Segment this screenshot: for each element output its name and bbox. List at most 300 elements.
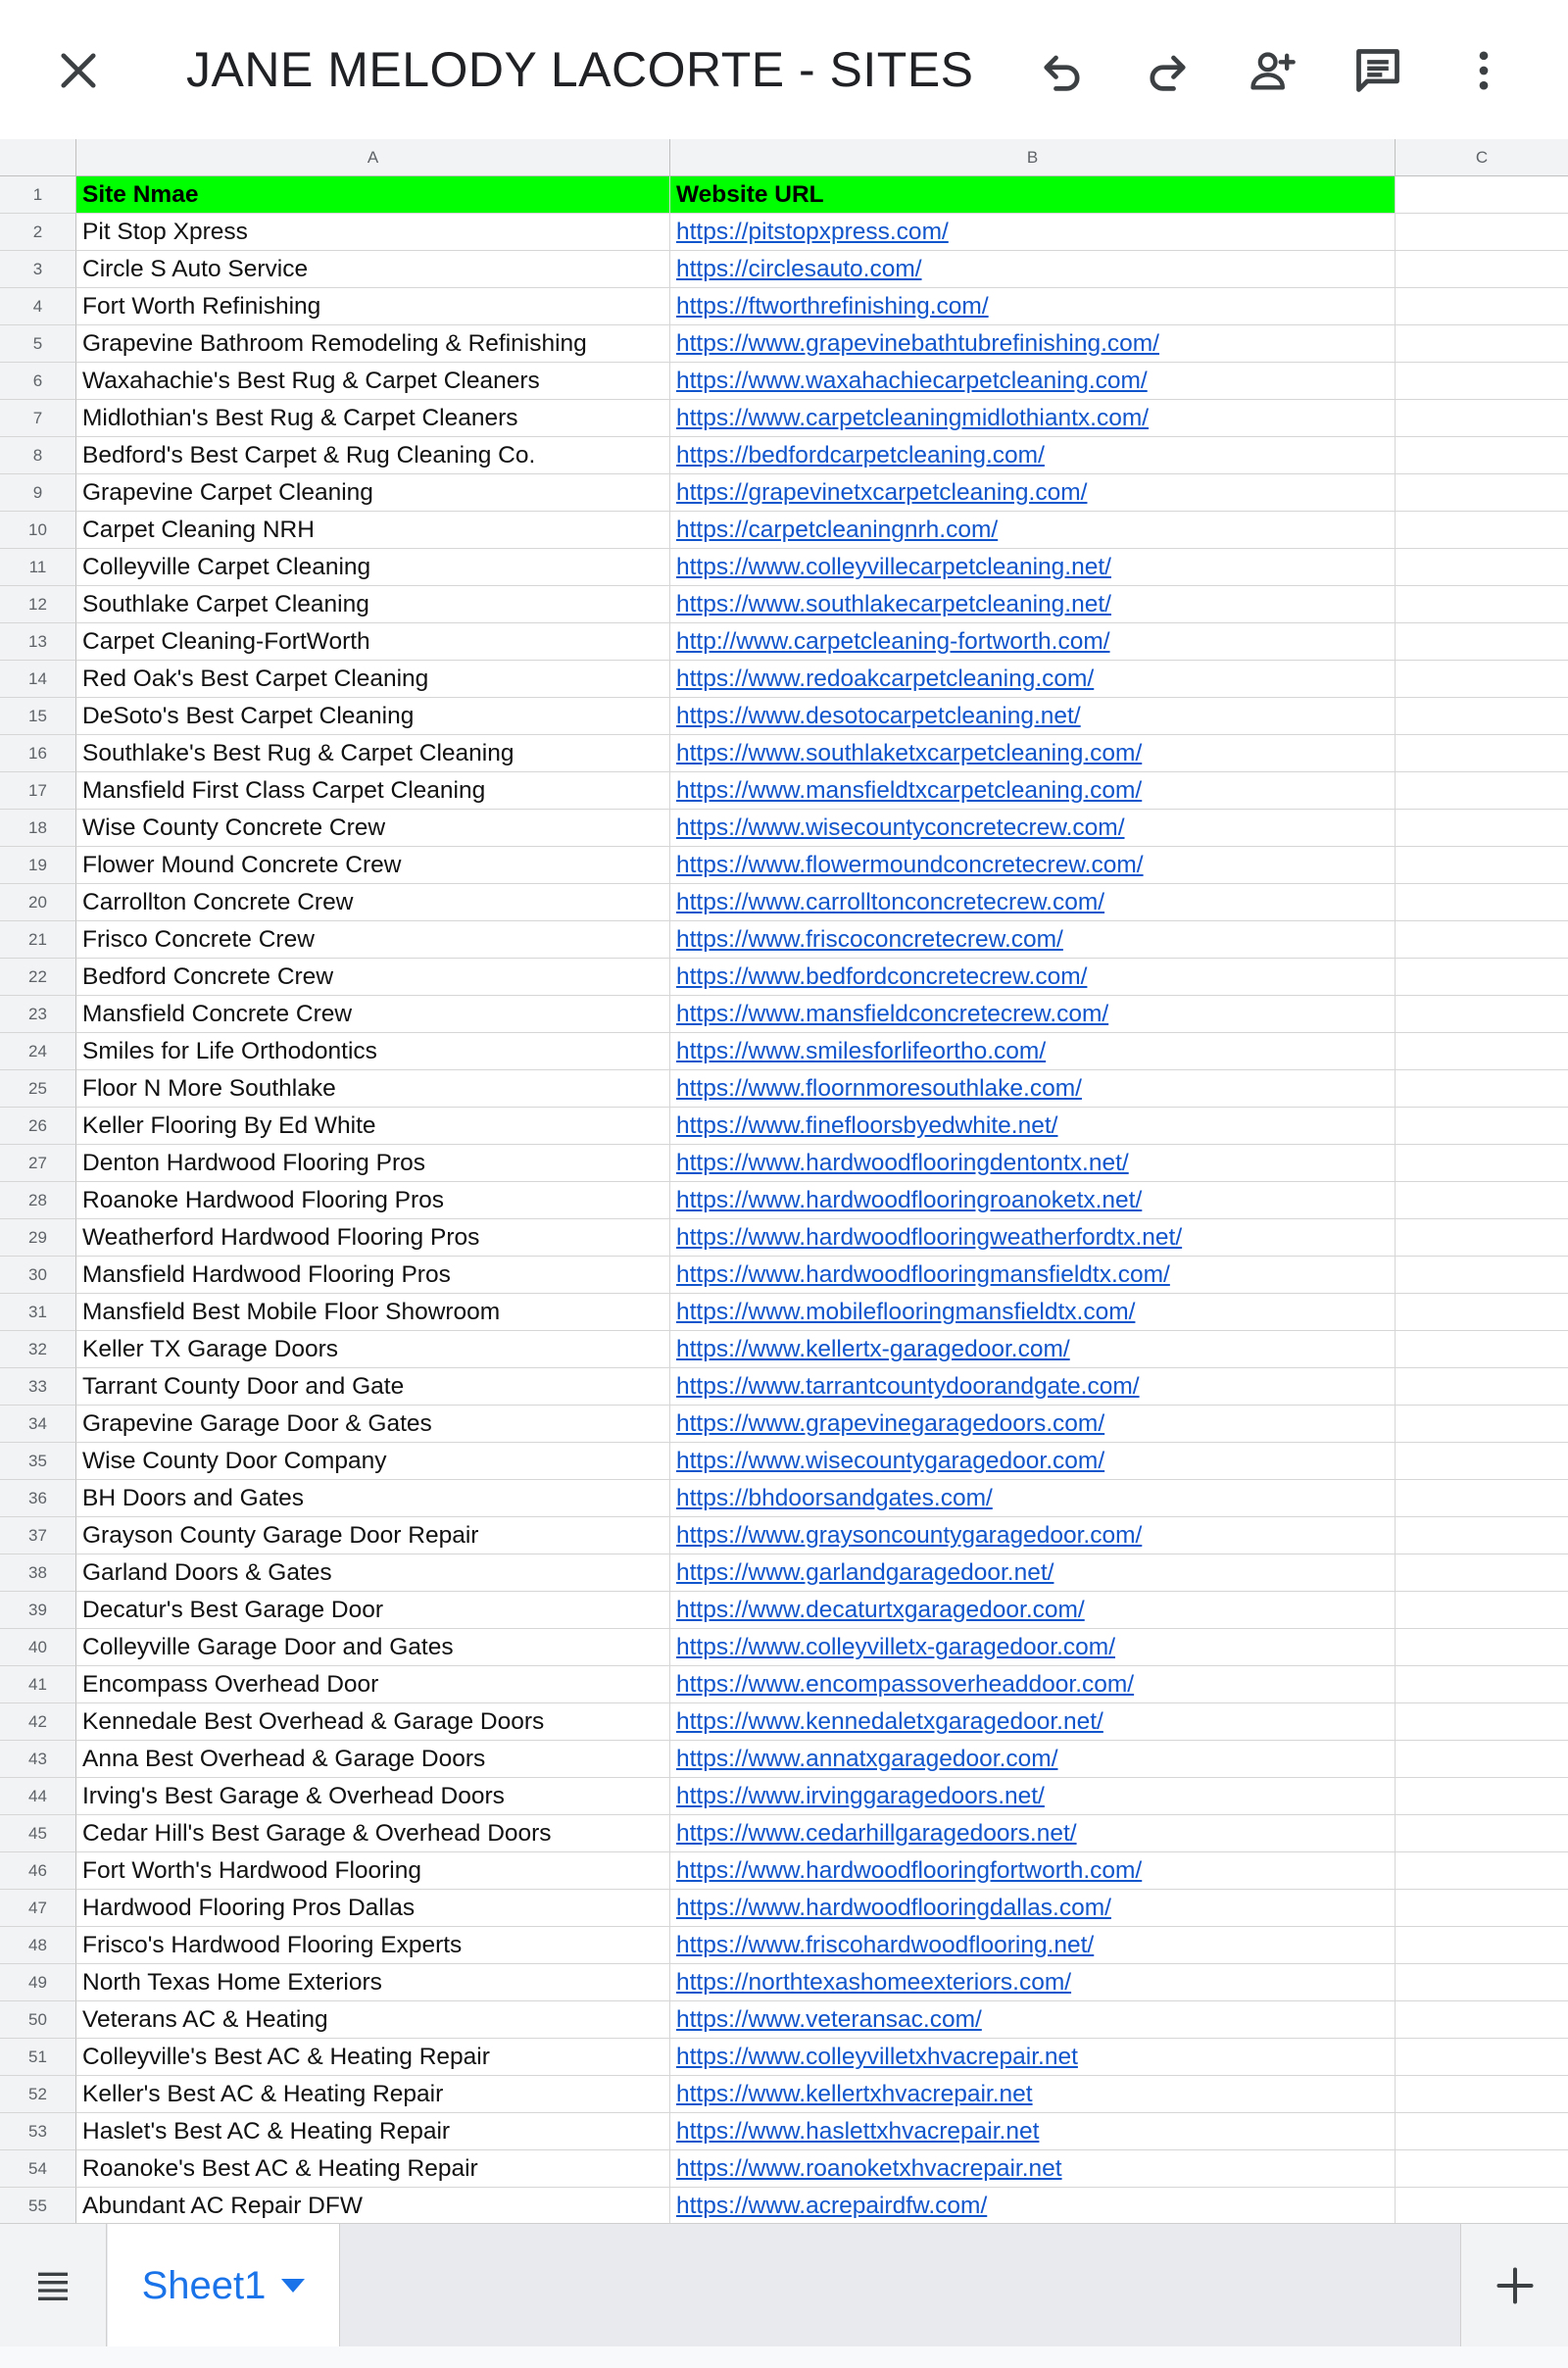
cell-empty[interactable] [1396, 586, 1568, 623]
row-number[interactable]: 9 [0, 474, 76, 512]
cell-website-url[interactable] [670, 847, 1396, 884]
row-number[interactable]: 21 [0, 921, 76, 959]
cell-site-name[interactable]: DeSoto's Best Carpet Cleaning [76, 698, 670, 735]
website-link[interactable]: https://bhdoorsandgates.com/ [676, 1485, 993, 1511]
row-number[interactable]: 28 [0, 1182, 76, 1219]
cell-empty[interactable] [1396, 2113, 1568, 2150]
row-number[interactable]: 2 [0, 214, 76, 251]
website-link[interactable]: https://www.kellertxhvacrepair.net [676, 2081, 1033, 2107]
website-link[interactable]: https://www.tarrantcountydoorandgate.com/ [676, 1373, 1140, 1400]
website-link[interactable]: https://www.irvinggaragedoors.net/ [676, 1783, 1045, 1809]
cell-site-name[interactable]: Abundant AC Repair DFW [76, 2188, 670, 2225]
website-link[interactable]: http://www.carpetcleaning-fortworth.com/ [676, 628, 1110, 655]
website-link[interactable]: https://www.floornmoresouthlake.com/ [676, 1075, 1082, 1102]
table-row [0, 1554, 1568, 1592]
cell-empty[interactable] [1396, 1592, 1568, 1629]
website-link[interactable]: https://www.waxahachiecarpetcleaning.com/ [676, 368, 1148, 394]
cell-site-name[interactable]: Hardwood Flooring Pros Dallas [76, 1890, 670, 1927]
cell-empty[interactable] [1396, 363, 1568, 400]
row-number[interactable]: 20 [0, 884, 76, 921]
cell-site-name[interactable]: Circle S Auto Service [76, 251, 670, 288]
cell-website-url[interactable] [670, 1592, 1396, 1629]
table-row [0, 214, 1568, 251]
website-link[interactable]: https://www.mansfieldconcretecrew.com/ [676, 1001, 1109, 1027]
cell-site-name[interactable]: Colleyville Garage Door and Gates [76, 1629, 670, 1666]
cell-website-url[interactable] [670, 512, 1396, 549]
website-link[interactable]: https://www.wisecountygaragedoor.com/ [676, 1448, 1105, 1474]
website-link[interactable]: https://www.finefloorsbyedwhite.net/ [676, 1112, 1058, 1139]
cell-site-name[interactable]: Irving's Best Garage & Overhead Doors [76, 1778, 670, 1815]
row-number[interactable]: 8 [0, 437, 76, 474]
website-link[interactable]: https://www.encompassoverheaddoor.com/ [676, 1671, 1135, 1698]
cell-empty[interactable] [1396, 1368, 1568, 1406]
cell-site-name[interactable]: Grapevine Garage Door & Gates [76, 1406, 670, 1443]
row-number[interactable]: 53 [0, 2113, 76, 2150]
cell-site-name[interactable]: Colleyville's Best AC & Heating Repair [76, 2039, 670, 2076]
redo-button[interactable] [1132, 35, 1202, 106]
row-number[interactable]: 47 [0, 1890, 76, 1927]
cell-empty[interactable] [1396, 661, 1568, 698]
cell-empty[interactable] [1396, 2150, 1568, 2188]
cell-site-name[interactable]: Keller's Best AC & Heating Repair [76, 2076, 670, 2113]
row-number[interactable]: 40 [0, 1629, 76, 1666]
cell-empty[interactable] [1396, 1852, 1568, 1890]
cell-empty[interactable] [1396, 1033, 1568, 1070]
website-link[interactable]: https://www.haslettxhvacrepair.net [676, 2118, 1040, 2145]
row-number[interactable]: 37 [0, 1517, 76, 1554]
cell-website-url[interactable] [670, 1741, 1396, 1778]
cell-empty[interactable] [1396, 2188, 1568, 2225]
cell-site-name[interactable]: Wise County Concrete Crew [76, 810, 670, 847]
row-number[interactable]: 3 [0, 251, 76, 288]
row-number[interactable]: 6 [0, 363, 76, 400]
cell-empty[interactable] [1396, 1927, 1568, 1964]
cell-website-url[interactable] [670, 1331, 1396, 1368]
row-number[interactable]: 22 [0, 959, 76, 996]
website-link[interactable]: https://www.hardwoodflooringmansfieldtx.com/ [676, 1261, 1170, 1288]
row-number[interactable]: 5 [0, 325, 76, 363]
row-number[interactable]: 31 [0, 1294, 76, 1331]
website-link[interactable]: https://www.mobileflooringmansfieldtx.com/ [676, 1299, 1136, 1325]
cell-site-name[interactable]: North Texas Home Exteriors [76, 1964, 670, 2001]
table-row [0, 2076, 1568, 2113]
row-number[interactable]: 19 [0, 847, 76, 884]
cell-empty[interactable] [1396, 1480, 1568, 1517]
cell-website-url[interactable] [670, 623, 1396, 661]
cell-empty[interactable] [1396, 921, 1568, 959]
cell-website-url[interactable] [670, 1070, 1396, 1108]
website-link[interactable]: https://www.mansfieldtxcarpetcleaning.com/ [676, 777, 1143, 804]
cell-empty[interactable] [1396, 1517, 1568, 1554]
cell-site-name-header[interactable]: Site Nmae [76, 176, 670, 214]
cell-site-name[interactable]: Wise County Door Company [76, 1443, 670, 1480]
dropdown-caret-icon[interactable] [281, 2279, 305, 2293]
cell-site-name[interactable]: Midlothian's Best Rug & Carpet Cleaners [76, 400, 670, 437]
cell-site-name[interactable]: Mansfield Best Mobile Floor Showroom [76, 1294, 670, 1331]
website-link[interactable]: https://www.hardwoodflooringweatherfordtx.net/ [676, 1224, 1183, 1251]
row-number[interactable]: 43 [0, 1741, 76, 1778]
redo-icon [1142, 45, 1193, 96]
website-link[interactable]: https://www.grapevinebathtubrefinishing.com/ [676, 330, 1159, 357]
cell-site-name[interactable]: Anna Best Overhead & Garage Doors [76, 1741, 670, 1778]
cell-website-url[interactable] [670, 1815, 1396, 1852]
website-link[interactable]: https://grapevinetxcarpetcleaning.com/ [676, 479, 1088, 506]
cell-website-url[interactable] [670, 661, 1396, 698]
cell-website-url[interactable] [670, 1890, 1396, 1927]
cell-empty[interactable] [1396, 1108, 1568, 1145]
table-row [0, 698, 1568, 735]
cell-empty[interactable] [1396, 1219, 1568, 1257]
cell-site-name[interactable]: Decatur's Best Garage Door [76, 1592, 670, 1629]
cell-website-url[interactable] [670, 1294, 1396, 1331]
sheet-tab-sheet1[interactable] [108, 2224, 340, 2347]
cell-empty[interactable] [1396, 1443, 1568, 1480]
cell-empty[interactable] [1396, 1741, 1568, 1778]
cell-empty[interactable] [1396, 810, 1568, 847]
cell-site-name[interactable]: Denton Hardwood Flooring Pros [76, 1145, 670, 1182]
cell-empty[interactable] [1396, 772, 1568, 810]
cell-empty[interactable] [1396, 735, 1568, 772]
table-row [0, 1964, 1568, 2001]
cell-empty[interactable] [1396, 1629, 1568, 1666]
website-link[interactable]: https://carpetcleaningnrh.com/ [676, 517, 999, 543]
cell-website-url[interactable] [670, 1852, 1396, 1890]
cell-empty[interactable] [1396, 959, 1568, 996]
cell-site-name[interactable]: Grayson County Garage Door Repair [76, 1517, 670, 1554]
cell-website-url[interactable] [670, 2039, 1396, 2076]
cell-empty[interactable] [1396, 884, 1568, 921]
cell-website-url[interactable] [670, 1443, 1396, 1480]
column-header-b[interactable]: B [670, 139, 1396, 176]
cell-site-name[interactable]: Mansfield Concrete Crew [76, 996, 670, 1033]
cell-empty[interactable] [1396, 847, 1568, 884]
website-link[interactable]: https://www.bedfordconcretecrew.com/ [676, 963, 1088, 990]
row-number[interactable]: 29 [0, 1219, 76, 1257]
row-number[interactable]: 34 [0, 1406, 76, 1443]
table-row [0, 1815, 1568, 1852]
row-number[interactable]: 44 [0, 1778, 76, 1815]
cell-empty[interactable] [1396, 288, 1568, 325]
cell-website-url[interactable] [670, 1368, 1396, 1406]
cell-site-name[interactable]: Flower Mound Concrete Crew [76, 847, 670, 884]
cell-website-url[interactable] [670, 772, 1396, 810]
cell-empty[interactable] [1396, 1666, 1568, 1703]
cell-empty[interactable] [1396, 1554, 1568, 1592]
column-header-a[interactable]: A [76, 139, 670, 176]
cell-site-name[interactable]: Bedford Concrete Crew [76, 959, 670, 996]
cell-empty[interactable] [1396, 325, 1568, 363]
website-link[interactable]: https://www.annatxgaragedoor.com/ [676, 1746, 1058, 1772]
close-button[interactable] [43, 35, 114, 106]
cell-website-url[interactable] [670, 1629, 1396, 1666]
cell-empty[interactable] [1396, 623, 1568, 661]
cell-website-url[interactable] [670, 2150, 1396, 2188]
cell-website-url[interactable] [670, 1219, 1396, 1257]
select-all-corner[interactable] [0, 139, 76, 176]
cell-website-url[interactable] [670, 884, 1396, 921]
cell-empty[interactable] [1396, 214, 1568, 251]
cell-site-name[interactable]: BH Doors and Gates [76, 1480, 670, 1517]
row-number[interactable]: 33 [0, 1368, 76, 1406]
website-link[interactable]: https://www.colleyvillecarpetcleaning.net/ [676, 554, 1111, 580]
website-link[interactable]: https://www.wisecountyconcretecrew.com/ [676, 814, 1125, 841]
cell-site-name[interactable]: Encompass Overhead Door [76, 1666, 670, 1703]
cell-site-name[interactable]: Fort Worth's Hardwood Flooring [76, 1852, 670, 1890]
website-link[interactable]: https://www.garlandgaragedoor.net/ [676, 1559, 1054, 1586]
cell-website-url[interactable] [670, 1033, 1396, 1070]
website-link[interactable]: https://www.kennedaletxgaragedoor.net/ [676, 1708, 1103, 1735]
cell-website-url[interactable] [670, 735, 1396, 772]
cell-empty[interactable] [1396, 1294, 1568, 1331]
website-link[interactable]: https://www.friscohardwoodflooring.net/ [676, 1932, 1095, 1958]
cell-website-url[interactable] [670, 2188, 1396, 2225]
cell-website-url[interactable] [670, 1517, 1396, 1554]
row-number[interactable]: 15 [0, 698, 76, 735]
cell-empty[interactable] [1396, 1406, 1568, 1443]
cell-empty[interactable] [1396, 1815, 1568, 1852]
row-number[interactable]: 1 [0, 176, 76, 214]
cell-website-url[interactable] [670, 1554, 1396, 1592]
cell-empty[interactable] [1396, 176, 1568, 214]
cell-website-url[interactable] [670, 2076, 1396, 2113]
cell-site-name[interactable]: Carpet Cleaning-FortWorth [76, 623, 670, 661]
cell-site-name[interactable]: Haslet's Best AC & Heating Repair [76, 2113, 670, 2150]
row-number[interactable]: 51 [0, 2039, 76, 2076]
cell-empty[interactable] [1396, 2001, 1568, 2039]
cell-empty[interactable] [1396, 2039, 1568, 2076]
cell-site-name[interactable]: Red Oak's Best Carpet Cleaning [76, 661, 670, 698]
cell-site-name[interactable]: Carrollton Concrete Crew [76, 884, 670, 921]
cell-empty[interactable] [1396, 1331, 1568, 1368]
cell-website-url[interactable] [670, 363, 1396, 400]
cell-website-url[interactable] [670, 996, 1396, 1033]
row-number[interactable]: 54 [0, 2150, 76, 2188]
cell-empty[interactable] [1396, 512, 1568, 549]
cell-site-name[interactable]: Pit Stop Xpress [76, 214, 670, 251]
cell-empty[interactable] [1396, 400, 1568, 437]
cell-website-url[interactable] [670, 1778, 1396, 1815]
row-number[interactable]: 7 [0, 400, 76, 437]
row-number[interactable]: 39 [0, 1592, 76, 1629]
cell-website-url[interactable] [670, 586, 1396, 623]
cell-website-url[interactable] [670, 1145, 1396, 1182]
cell-empty[interactable] [1396, 1890, 1568, 1927]
cell-empty[interactable] [1396, 996, 1568, 1033]
cell-site-name[interactable]: Smiles for Life Orthodontics [76, 1033, 670, 1070]
row-number[interactable]: 27 [0, 1145, 76, 1182]
share-button[interactable] [1237, 35, 1307, 106]
cell-website-url[interactable] [670, 1480, 1396, 1517]
cell-empty[interactable] [1396, 1182, 1568, 1219]
cell-website-url[interactable] [670, 214, 1396, 251]
row-number[interactable]: 16 [0, 735, 76, 772]
cell-website-url[interactable] [670, 698, 1396, 735]
cell-site-name[interactable]: Tarrant County Door and Gate [76, 1368, 670, 1406]
cell-empty[interactable] [1396, 1070, 1568, 1108]
cell-website-url[interactable] [670, 1964, 1396, 2001]
undo-button[interactable] [1027, 35, 1098, 106]
table-row [0, 921, 1568, 959]
row-number[interactable]: 24 [0, 1033, 76, 1070]
cell-site-name[interactable]: Roanoke Hardwood Flooring Pros [76, 1182, 670, 1219]
table-row [0, 400, 1568, 437]
cell-website-url[interactable] [670, 1182, 1396, 1219]
website-link[interactable]: https://www.hardwoodflooringdallas.com/ [676, 1895, 1111, 1921]
website-link[interactable]: https://bedfordcarpetcleaning.com/ [676, 442, 1045, 469]
cell-site-name[interactable]: Keller Flooring By Ed White [76, 1108, 670, 1145]
cell-site-name[interactable]: Weatherford Hardwood Flooring Pros [76, 1219, 670, 1257]
row-number[interactable]: 23 [0, 996, 76, 1033]
website-link[interactable]: https://www.colleyvilletx-garagedoor.com/ [676, 1634, 1115, 1660]
cell-site-name[interactable]: Mansfield First Class Carpet Cleaning [76, 772, 670, 810]
cell-website-url[interactable] [670, 1108, 1396, 1145]
cell-website-url[interactable] [670, 2001, 1396, 2039]
row-number[interactable]: 17 [0, 772, 76, 810]
website-link[interactable]: https://www.carrolltonconcretecrew.com/ [676, 889, 1105, 915]
cell-website-url[interactable] [670, 1666, 1396, 1703]
cell-empty[interactable] [1396, 1703, 1568, 1741]
cell-empty[interactable] [1396, 549, 1568, 586]
cell-site-name[interactable]: Grapevine Carpet Cleaning [76, 474, 670, 512]
cell-website-url[interactable] [670, 400, 1396, 437]
add-sheet-button[interactable] [1460, 2224, 1568, 2347]
cell-website-url[interactable] [670, 959, 1396, 996]
cell-website-url[interactable] [670, 1927, 1396, 1964]
website-link[interactable]: https://circlesauto.com/ [676, 256, 922, 282]
row-number[interactable]: 32 [0, 1331, 76, 1368]
cell-site-name[interactable]: Carpet Cleaning NRH [76, 512, 670, 549]
cell-empty[interactable] [1396, 1964, 1568, 2001]
row-number[interactable]: 55 [0, 2188, 76, 2225]
cell-empty[interactable] [1396, 251, 1568, 288]
row-number[interactable]: 18 [0, 810, 76, 847]
cell-empty[interactable] [1396, 2076, 1568, 2113]
cell-empty[interactable] [1396, 698, 1568, 735]
table-row [0, 1368, 1568, 1406]
row-number[interactable]: 10 [0, 512, 76, 549]
cell-site-name[interactable]: Fort Worth Refinishing [76, 288, 670, 325]
website-link[interactable]: https://www.grapevinegaragedoors.com/ [676, 1410, 1105, 1437]
website-link[interactable]: https://www.hardwoodflooringdentontx.net/ [676, 1150, 1129, 1176]
row-number[interactable]: 4 [0, 288, 76, 325]
website-link[interactable]: https://www.redoakcarpetcleaning.com/ [676, 666, 1095, 692]
website-link[interactable]: https://www.colleyvilletxhvacrepair.net [676, 2044, 1078, 2070]
cell-site-name[interactable]: Grapevine Bathroom Remodeling & Refinishing [76, 325, 670, 363]
cell-website-url-header[interactable]: Website URL [670, 176, 1396, 214]
cell-site-name[interactable]: Cedar Hill's Best Garage & Overhead Doors [76, 1815, 670, 1852]
row-number[interactable]: 25 [0, 1070, 76, 1108]
cell-website-url[interactable] [670, 810, 1396, 847]
cell-site-name[interactable]: Kennedale Best Overhead & Garage Doors [76, 1703, 670, 1741]
more-options-button[interactable] [1448, 35, 1519, 106]
row-number[interactable]: 38 [0, 1554, 76, 1592]
cell-site-name[interactable]: Frisco's Hardwood Flooring Experts [76, 1927, 670, 1964]
cell-site-name[interactable]: Southlake's Best Rug & Carpet Cleaning [76, 735, 670, 772]
row-number[interactable]: 41 [0, 1666, 76, 1703]
website-link[interactable]: https://www.hardwoodflooringfortworth.com/ [676, 1857, 1143, 1884]
cell-website-url[interactable] [670, 549, 1396, 586]
row-number[interactable]: 46 [0, 1852, 76, 1890]
cell-empty[interactable] [1396, 1257, 1568, 1294]
cell-site-name[interactable]: Colleyville Carpet Cleaning [76, 549, 670, 586]
cell-site-name[interactable]: Frisco Concrete Crew [76, 921, 670, 959]
website-link[interactable]: https://www.friscoconcretecrew.com/ [676, 926, 1063, 953]
cell-site-name[interactable]: Mansfield Hardwood Flooring Pros [76, 1257, 670, 1294]
row-number[interactable]: 42 [0, 1703, 76, 1741]
website-link[interactable]: https://www.veteransac.com/ [676, 2006, 982, 2033]
cell-site-name[interactable]: Floor N More Southlake [76, 1070, 670, 1108]
table-row [0, 1294, 1568, 1331]
website-link[interactable]: https://www.kellertx-garagedoor.com/ [676, 1336, 1070, 1362]
cell-empty[interactable] [1396, 1145, 1568, 1182]
cell-site-name[interactable]: Waxahachie's Best Rug & Carpet Cleaners [76, 363, 670, 400]
website-link[interactable]: https://ftworthrefinishing.com/ [676, 293, 989, 320]
cell-website-url[interactable] [670, 288, 1396, 325]
row-number[interactable]: 49 [0, 1964, 76, 2001]
cell-empty[interactable] [1396, 474, 1568, 512]
website-link[interactable]: https://www.hardwoodflooringroanoketx.net/ [676, 1187, 1143, 1213]
cell-website-url[interactable] [670, 1703, 1396, 1741]
cell-site-name[interactable]: Bedford's Best Carpet & Rug Cleaning Co. [76, 437, 670, 474]
cell-website-url[interactable] [670, 921, 1396, 959]
website-link[interactable]: https://northtexashomeexteriors.com/ [676, 1969, 1072, 1996]
website-link[interactable]: https://www.roanoketxhvacrepair.net [676, 2155, 1062, 2182]
cell-website-url[interactable] [670, 474, 1396, 512]
row-number[interactable]: 30 [0, 1257, 76, 1294]
all-sheets-button[interactable] [0, 2224, 107, 2347]
cell-empty[interactable] [1396, 1778, 1568, 1815]
website-link[interactable]: https://www.flowermoundconcretecrew.com/ [676, 852, 1144, 878]
row-number[interactable]: 36 [0, 1480, 76, 1517]
cell-website-url[interactable] [670, 437, 1396, 474]
cell-site-name[interactable]: Garland Doors & Gates [76, 1554, 670, 1592]
website-link[interactable]: https://www.decaturtxgaragedoor.com/ [676, 1597, 1085, 1623]
cell-empty[interactable] [1396, 437, 1568, 474]
row-number[interactable]: 50 [0, 2001, 76, 2039]
row-number[interactable]: 52 [0, 2076, 76, 2113]
cell-website-url[interactable] [670, 251, 1396, 288]
website-link[interactable]: https://www.southlaketxcarpetcleaning.com/ [676, 740, 1143, 766]
cell-site-name[interactable]: Southlake Carpet Cleaning [76, 586, 670, 623]
cell-website-url[interactable] [670, 2113, 1396, 2150]
cell-site-name[interactable]: Roanoke's Best AC & Heating Repair [76, 2150, 670, 2188]
row-number[interactable]: 45 [0, 1815, 76, 1852]
cell-site-name[interactable]: Veterans AC & Heating [76, 2001, 670, 2039]
column-header-row [0, 139, 1568, 176]
cell-site-name[interactable]: Keller TX Garage Doors [76, 1331, 670, 1368]
website-link[interactable]: https://www.cedarhillgaragedoors.net/ [676, 1820, 1077, 1847]
row-number[interactable]: 48 [0, 1927, 76, 1964]
website-link[interactable]: https://www.southlakecarpetcleaning.net/ [676, 591, 1111, 617]
website-link[interactable]: https://www.smilesforlifeortho.com/ [676, 1038, 1047, 1064]
website-link[interactable]: https://www.acrepairdfw.com/ [676, 2193, 988, 2219]
row-number[interactable]: 13 [0, 623, 76, 661]
website-link[interactable]: https://www.graysoncountygaragedoor.com/ [676, 1522, 1143, 1549]
comments-button[interactable] [1343, 35, 1413, 106]
row-number[interactable]: 12 [0, 586, 76, 623]
cell-website-url[interactable] [670, 1257, 1396, 1294]
row-number[interactable]: 26 [0, 1108, 76, 1145]
column-header-c[interactable]: C [1396, 139, 1568, 176]
cell-website-url[interactable] [670, 1406, 1396, 1443]
website-link[interactable]: https://www.carpetcleaningmidlothiantx.com/ [676, 405, 1150, 431]
row-number[interactable]: 11 [0, 549, 76, 586]
row-number[interactable]: 14 [0, 661, 76, 698]
website-link[interactable]: https://www.desotocarpetcleaning.net/ [676, 703, 1081, 729]
row-number[interactable]: 35 [0, 1443, 76, 1480]
website-link[interactable]: https://pitstopxpress.com/ [676, 219, 949, 245]
cell-website-url[interactable] [670, 325, 1396, 363]
